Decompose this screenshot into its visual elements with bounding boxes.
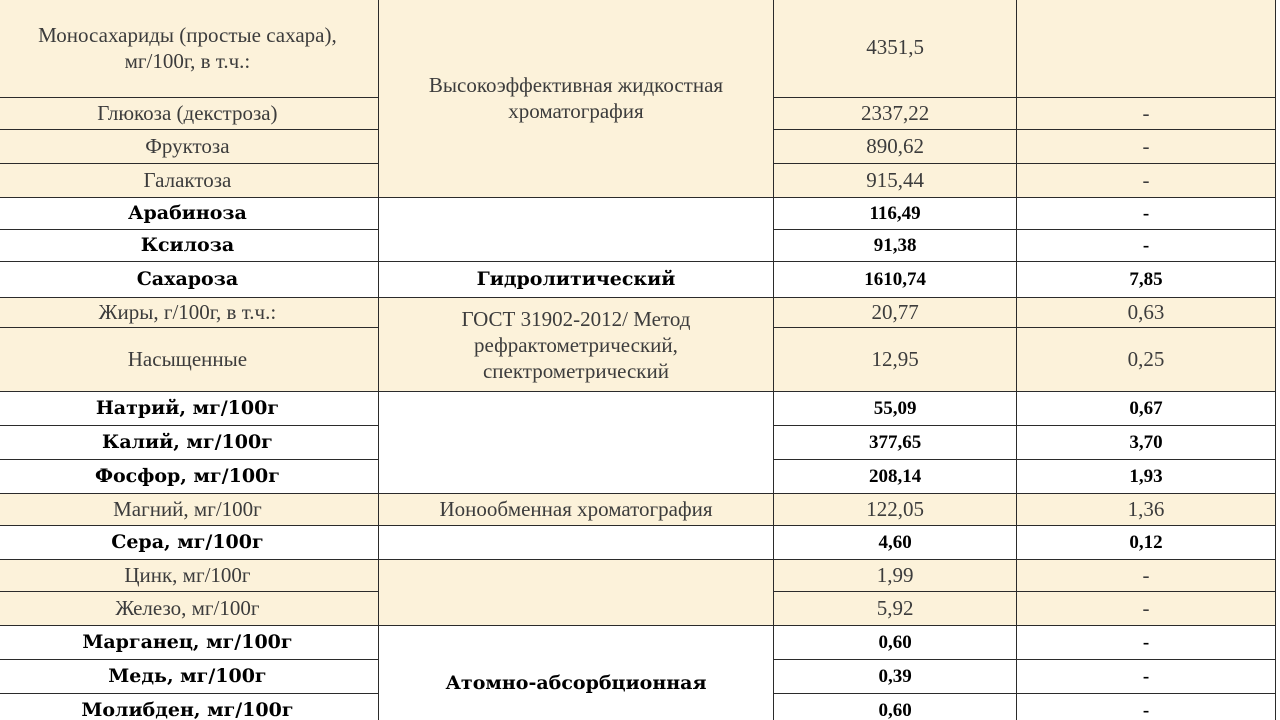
error-cell: - [1017,130,1276,164]
value-cell: 4,60 [774,526,1017,560]
error-cell: - [1017,592,1276,626]
row-label: Моносахариды (простые сахара), мг/100г, в т.ч.: [0,0,378,98]
table-row [0,262,1276,298]
error-cell: - [1017,626,1276,660]
table-row [0,298,1276,328]
error-cell: - [1017,694,1276,720]
error-cell: 0,63 [1017,298,1276,328]
method-cell-empty [378,392,773,494]
row-label: Железо, мг/100г [0,592,378,626]
value-cell: 915,44 [774,164,1017,198]
value-cell: 1,99 [774,560,1017,592]
error-cell: - [1017,660,1276,694]
table-row [0,626,1276,660]
row-label: Цинк, мг/100г [0,560,378,592]
table-row [0,560,1276,592]
row-label: Натрий, мг/100г [0,392,378,426]
row-label: Фруктоза [0,130,378,164]
value-cell: 377,65 [774,426,1017,460]
value-cell: 0,39 [774,660,1017,694]
table-row [0,0,1276,98]
value-cell: 0,60 [774,626,1017,660]
error-cell: 0,67 [1017,392,1276,426]
error-cell: 7,85 [1017,262,1276,298]
table-row [0,198,1276,230]
row-label: Жиры, г/100г, в т.ч.: [0,298,378,328]
error-cell: 1,93 [1017,460,1276,494]
row-label: Магний, мг/100г [0,494,378,526]
row-label: Насыщенные [0,328,378,392]
row-label: Глюкоза (декстроза) [0,98,378,130]
method-cell-empty [378,560,773,626]
value-cell: 91,38 [774,230,1017,262]
row-label: Галактоза [0,164,378,198]
error-cell: - [1017,164,1276,198]
method-cell: Атомно-абсорбционная [378,626,773,720]
value-cell: 2337,22 [774,98,1017,130]
row-label: Молибден, мг/100г [0,694,378,720]
method-cell: ГОСТ 31902-2012/ Метод рефрактометрический, спектрометрический [378,298,773,392]
row-label: Медь, мг/100г [0,660,378,694]
table-row [0,392,1276,426]
row-label: Сахароза [0,262,378,298]
value-cell: 1610,74 [774,262,1017,298]
row-label: Ксилоза [0,230,378,262]
value-cell: 12,95 [774,328,1017,392]
row-label: Арабиноза [0,198,378,230]
error-cell [1017,0,1276,98]
error-cell: - [1017,98,1276,130]
error-cell: - [1017,560,1276,592]
value-cell: 20,77 [774,298,1017,328]
row-label: Марганец, мг/100г [0,626,378,660]
value-cell: 5,92 [774,592,1017,626]
value-cell: 890,62 [774,130,1017,164]
value-cell: 0,60 [774,694,1017,720]
value-cell: 208,14 [774,460,1017,494]
method-cell-empty [378,198,773,262]
value-cell: 55,09 [774,392,1017,426]
value-cell: 4351,5 [774,0,1017,98]
error-cell: 0,12 [1017,526,1276,560]
method-cell: Гидролитический [378,262,773,298]
error-cell: - [1017,230,1276,262]
method-cell-empty [378,526,773,560]
error-cell: 3,70 [1017,426,1276,460]
value-cell: 116,49 [774,198,1017,230]
value-cell: 122,05 [774,494,1017,526]
table-row [0,526,1276,560]
error-cell: - [1017,198,1276,230]
error-cell: 0,25 [1017,328,1276,392]
table-row [0,494,1276,526]
row-label: Фосфор, мг/100г [0,460,378,494]
row-label: Калий, мг/100г [0,426,378,460]
method-cell: Ионообменная хроматография [378,494,773,526]
method-cell: Высокоэффективная жидкостная хроматография [378,0,773,198]
row-label: Сера, мг/100г [0,526,378,560]
error-cell: 1,36 [1017,494,1276,526]
